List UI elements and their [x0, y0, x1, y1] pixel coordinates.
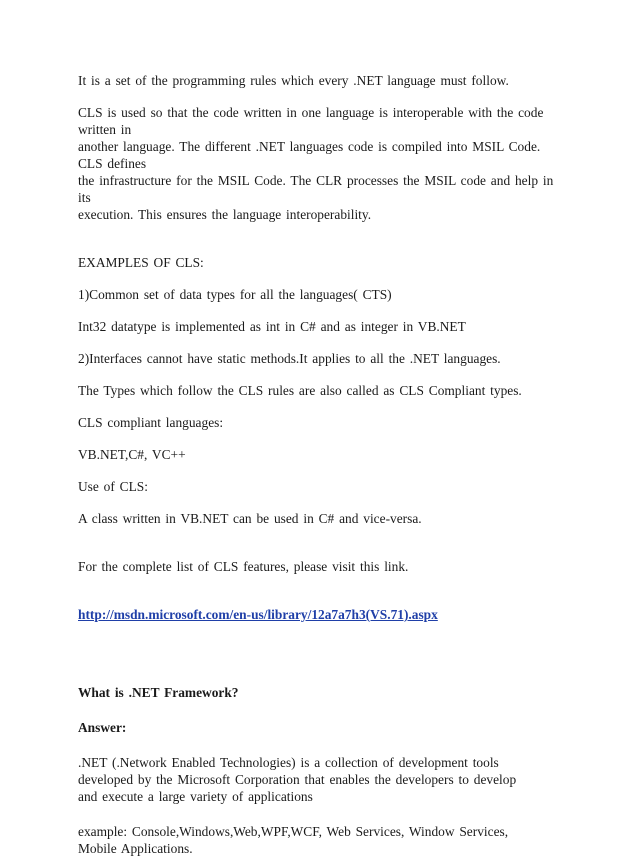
use-of-cls-label: Use of CLS: — [78, 479, 148, 494]
cls-definition: It is a set of the programming rules which every .NET language must follow. — [78, 73, 509, 88]
examples-heading: EXAMPLES OF CLS: — [78, 255, 204, 270]
msdn-link[interactable]: http://msdn.microsoft.com/en-us/library/12a7a7h3(VS.71).aspx — [78, 607, 438, 622]
use-of-cls-text: A class written in VB.NET can be used in C# and vice-versa. — [78, 511, 422, 526]
example-line-2: Mobile Applications. — [78, 841, 193, 856]
example-1: 1)Common set of data types for all the languages( CTS) — [78, 287, 392, 302]
example-1-detail: Int32 datatype is implemented as int in C# and as integer in VB.NET — [78, 319, 466, 334]
answer-paragraph — [78, 754, 558, 805]
cls-description-line-2: another language. The different .NET languages code is compiled into MSIL Code. CLS defines — [78, 139, 541, 171]
cls-description-line-4: execution. This ensures the language interoperability. — [78, 207, 372, 222]
document-body — [78, 72, 558, 857]
answer-line-1: .NET (.Network Enabled Technologies) is a collection of development tools — [78, 755, 499, 770]
example-2: 2)Interfaces cannot have static methods.It applies to all the .NET languages. — [78, 351, 501, 366]
answer-line-2: developed by the Microsoft Corporation that enables the developers to develop — [78, 772, 517, 787]
msdn-link-line — [78, 606, 558, 623]
example-line-1: example: Console,Windows,Web,WPF,WCF, Web Services, Window Services, — [78, 824, 509, 839]
compliant-languages-label: CLS compliant languages: — [78, 415, 224, 430]
answer-line-3: and execute a large variety of applications — [78, 789, 313, 804]
features-text: For the complete list of CLS features, please visit this link. — [78, 559, 409, 574]
compliant-languages-list: VB.NET,C#, VC++ — [78, 447, 186, 462]
example-paragraph — [78, 823, 558, 857]
question-heading: What is .NET Framework? — [78, 685, 239, 700]
compliant-types-text: The Types which follow the CLS rules are also called as CLS Compliant types. — [78, 383, 522, 398]
cls-description-line-1: CLS is used so that the code written in one language is interoperable with the code written in — [78, 105, 544, 137]
cls-description — [78, 104, 558, 223]
answer-label: Answer: — [78, 720, 127, 735]
cls-description-line-3: the infrastructure for the MSIL Code. The CLR processes the MSIL code and help in its — [78, 173, 554, 205]
